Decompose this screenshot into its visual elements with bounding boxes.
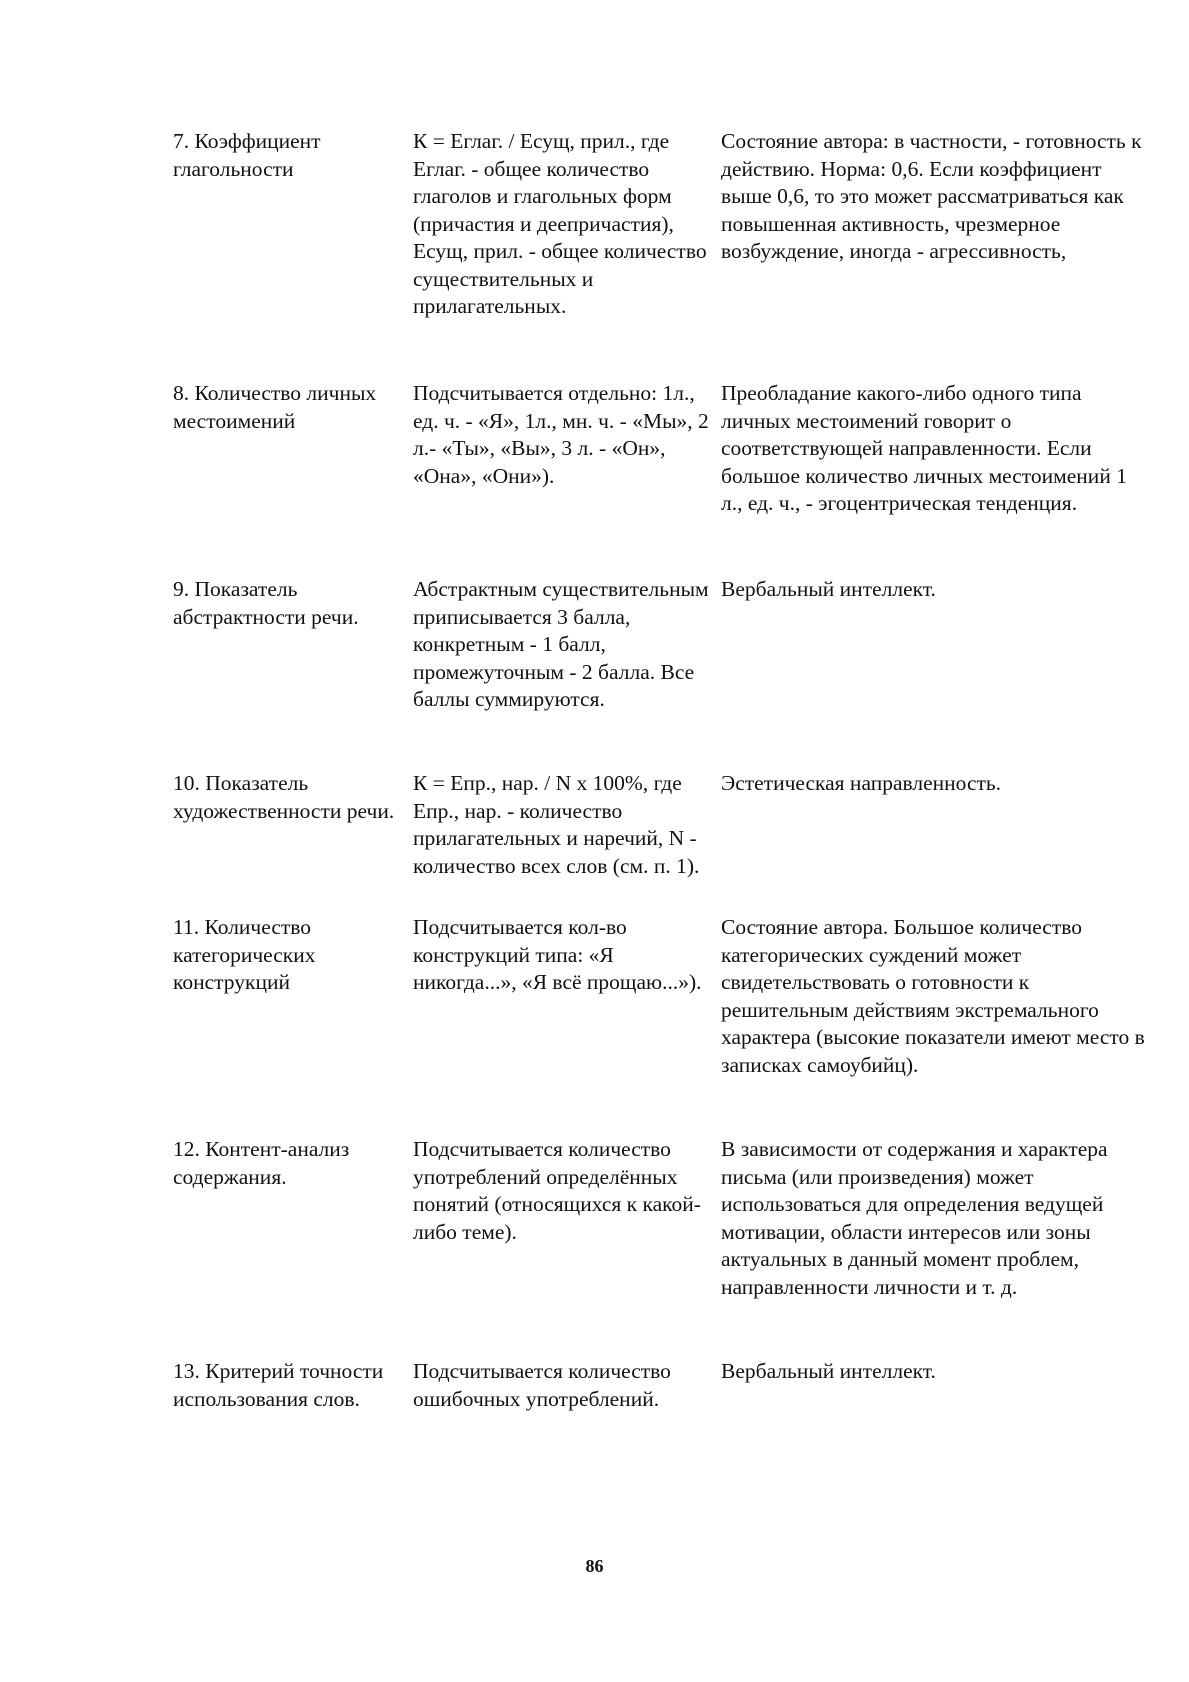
indicator-name: 11. Количество категорических конструкций [173,915,316,994]
indicator-method: Подсчитывается кол-во конструкций типа: «Я никогда...», «Я всё прощаю...»). [413,915,702,994]
table-row [173,1136,1153,1358]
table-row [173,1358,1153,1458]
indicator-name: 10. Показатель художественности речи. [173,771,395,823]
indicator-interpretation: Преобладание какого-либо одного типа личных местоимений говорит о соответствующей направленности. Если большое количество личных местоимений 1 л., ед. ч., - эгоцентрическая тенденция. [721,381,1127,515]
indicator-method: Подсчитывается количество ошибочных употреблений. [413,1359,671,1411]
indicators-table [173,128,1153,1458]
table-row [173,128,1153,380]
indicator-interpretation: Состояние автора. Большое количество категорических суждений может свидетельствовать о готовности к решительным действиям экстремального характера (высокие показатели имеют место в записках самоубийц). [721,915,1145,1077]
indicator-method: К = Еглаг. / Есущ, прил., где Еглаг. - общее количество глаголов и глагольных форм (причастия и деепричастия), Есущ, прил. - общее количество существительных и прилагательных. [413,129,707,318]
indicator-interpretation: Эстетическая направленность. [721,771,1002,795]
indicator-interpretation: Вербальный интеллект. [721,1359,936,1383]
indicator-interpretation: Вербальный интеллект. [721,577,936,601]
indicator-interpretation: Состояние автора: в частности, - готовность к действию. Норма: 0,6. Если коэффициент выше 0,6, то это может рассматриваться как повышенная активность, чрезмерное возбуждение, иногда - агрессивность, [721,129,1142,263]
table-row [173,576,1153,770]
indicator-name: 12. Контент-анализ содержания. [173,1137,350,1189]
indicator-interpretation: В зависимости от содержания и характера письма (или произведения) может использоваться для определения ведущей мотивации, области интересов или зоны актуальных в данный момент проблем, направленности личности и т. д. [721,1137,1108,1299]
table-row [173,914,1153,1136]
indicator-method: Абстрактным существительным приписывается 3 балла, конкретным - 1 балл, промежуточным - 2 балла. Все баллы суммируются. [413,577,709,711]
indicator-name: 7. Коэффициент глагольности [173,129,321,181]
indicator-name: 13. Критерий точности использования слов. [173,1359,384,1411]
indicator-name: 8. Количество личных местоимений [173,381,377,433]
page-number: 86 [585,1556,604,1576]
table-row [173,770,1153,914]
indicator-method: Подсчитывается отдельно: 1л., ед. ч. - «Я», 1л., мн. ч. - «Мы», 2 л.- «Ты», «Вы», 3 л. - «Он», «Она», «Они»). [413,381,709,488]
indicator-name: 9. Показатель абстрактности речи. [173,577,359,629]
table-row [173,380,1153,576]
indicator-method: К = Епр., нар. / N х 100%, где Епр., нар. - количество прилагательных и наречий, N - количество всех слов (см. п. 1). [413,771,700,878]
indicator-method: Подсчитывается количество употреблений определённых понятий (относящихся к какой-либо теме). [413,1137,701,1244]
